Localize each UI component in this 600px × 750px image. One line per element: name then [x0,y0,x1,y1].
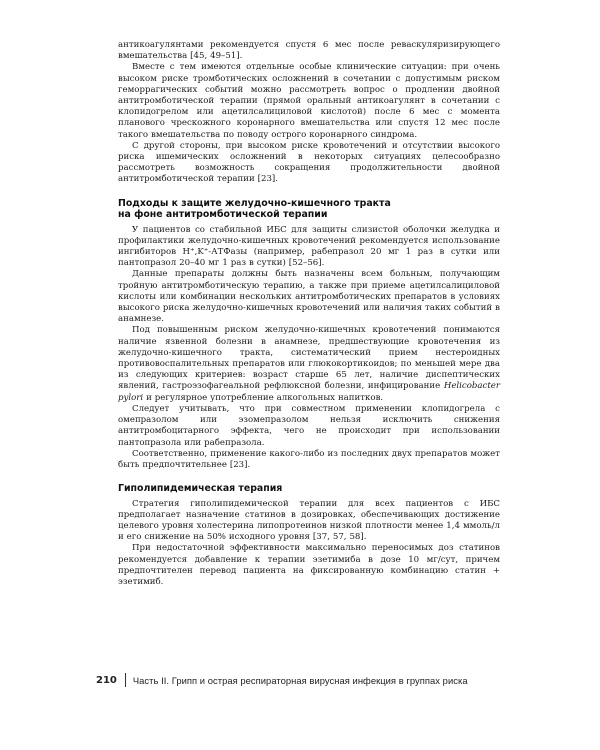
page-body [118,40,500,588]
paragraph-ezetimibe: При недостаточной эффективности максимально переносимых доз статинов рекомендуется добавление к терапии эзетимиба в дозе 10 мг/сут, причем предпочтителен перевод пациента на фиксированную комбинацию статин + эзетимиб. [118,543,500,588]
gi-risk-text-end: и регулярное употребление алкогольных напитков. [143,392,384,403]
paragraph-bleeding-risk: С другой стороны, при высоком риске кровотечений и отсутствии высокого риска ишемических осложнений в некоторых ситуациях целесообразно рассмотреть возможность сокращения продолжительности двойной антитромботической терапии [23]. [118,140,500,185]
paragraph-special-situations: Вместе с тем имеются отдельные особые клинические ситуации: при очень высоком риске тромботических осложнений в сочетании с допустимым риском геморрагических событий можно рассмотреть вопрос о продлении двойной антитромботической терапии (прямой оральный антикоагулянт в сочетании с клопидогрелом или ацетилсалициловой кислотой) после 6 мес с момента планового чрескожного коронарного вмешательства или спустя 12 мес после такого вмешательства по поводу острого коронарного синдрома. [118,62,500,140]
section-heading-lipid-therapy: Гиполипидемическая терапия [118,483,283,495]
page-number: 210 [96,674,117,686]
section-heading-gi-protection [118,198,500,221]
paragraph-ppi-recommendation: У пациентов со стабильной ИБС для защиты слизистой оболочки желудка и профилактики желудочно-кишечных кровотечений рекомендуется использование ингибиторов Н⁺,K⁺-АТФазы (например, рабепразол 20 мг 1 раз в сутки или пантопразол 20–40 мг 1 раз в сутки) [52–56]. [118,224,500,269]
paragraph-clopidogrel-interaction: Следует учитывать, что при совместном применении клопидогрела с омепразолом или эзомепразолом нельзя исключить снижения антитромбоцитарного эффекта, чего не происходит при использовании пантопразола или рабепразола. [118,403,500,448]
gi-risk-text-start: Под повышенным риском желудочно-кишечных кровотечений понимаются наличие язвенной болезни в анамнезе, предшествующие кровотечения из желудочно-кишечного тракта, систематический прием нестероидных противовоспалительных препаратов или глюкокортикоидов; по меньшей мере два из следующих критериев: возраст старше 65 лет, наличие диспептических явлений, гастроэзофагеальной рефлюксной болезни, инфицирование [118,325,500,392]
footer-divider [125,673,126,687]
helicobacter-term: Helicobacter pylori [118,381,500,403]
paragraph-ppi-indications: Данные препараты должны быть назначены всем больным, получающим тройную антитромботическую терапию, а также при приеме ацетилсалициловой кислоты или комбинации нескольких антитромботических препаратов в условиях высокого риска желудочно-кишечных кровотечений или наличия таких событий в анамнезе. [118,269,500,325]
paragraph-preferred-ppi: Соответственно, применение какого-либо из последних двух препаратов может быть предпочтительнее [23]. [118,448,500,470]
page-footer [96,672,468,688]
section-heading-gi-protection-line1: Подходы к защите желудочно-кишечного тракта [118,197,391,209]
paragraph-statin-strategy: Стратегия гиполипидемической терапии для всех пациентов с ИБС предполагает назначение статинов в дозировках, обеспечивающих достижение целевого уровня холестерина липопротеинов низкой плотности менее 1,4 ммоль/л и его снижение на 50% исходного уровня [37, 57, 58]. [118,498,500,543]
section-heading-gi-protection-line2: на фоне антитромботической терапии [118,209,328,221]
paragraph-continuation: антикоагулянтами рекомендуется спустя 6 мес после реваскуляризирующего вмешательства [45, 49–51]. [118,40,500,62]
running-title: Часть II. Грипп и острая респираторная вирусная инфекция в группах риска [132,674,468,686]
paragraph-gi-risk-criteria [118,325,500,403]
